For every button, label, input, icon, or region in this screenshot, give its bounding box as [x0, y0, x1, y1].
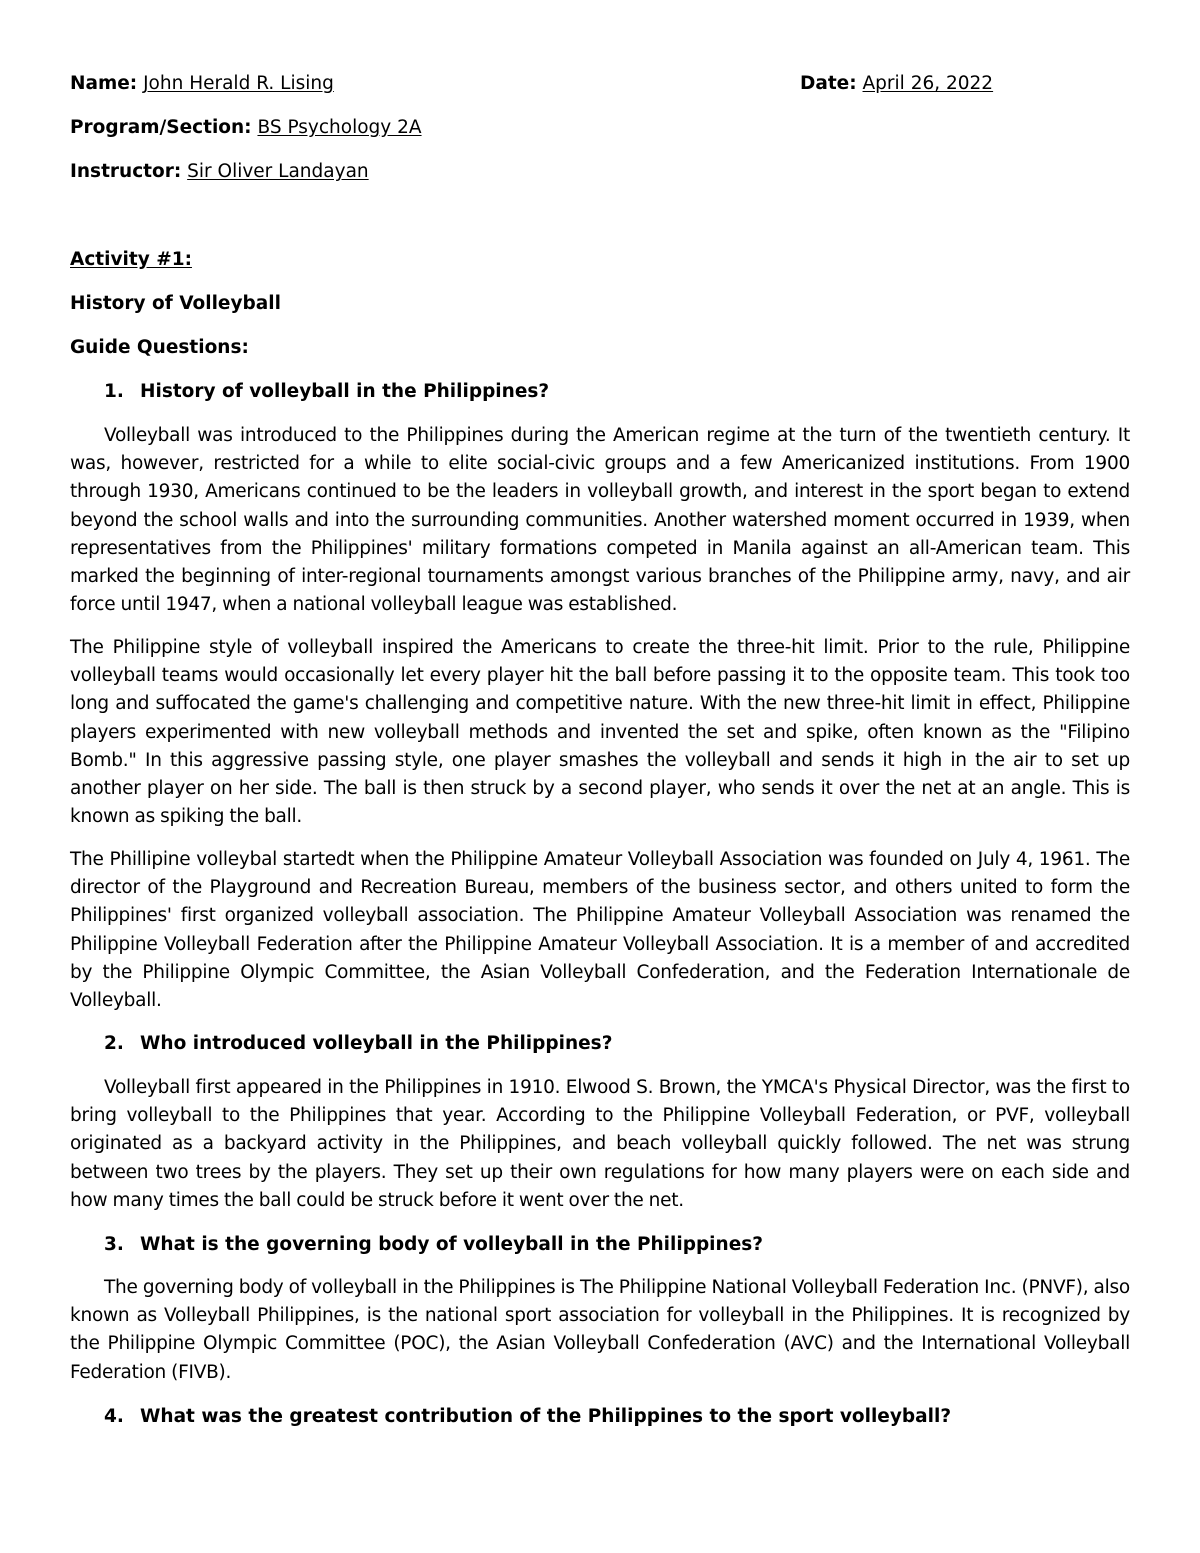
name-field	[70, 72, 334, 96]
answer-paragraph: The Philippine style of volleyball inspired the Americans to create the three-hit limit. Prior to the rule, Philippine volleyball teams would occasionally let every player hit the ball before passing it to the opposite team. This took too long and suffocated the game's challenging and competitive nature. With the new three-hit limit in effect, Philippine players experimented with new volleyball methods and invented the set and spike, often known as the "Filipino Bomb." In this aggressive passing style, one player smashes the volleyball and sends it high in the air to set up another player on her side. The ball is then struck by a second player, who sends it over the net at an angle. This is known as spiking the ball.	[70, 637, 1130, 828]
program-label: Program/Section:	[70, 117, 252, 138]
date-label: Date:	[800, 73, 857, 94]
question-text: What is the governing body of volleyball in the Philippines?	[140, 1234, 763, 1255]
question-number: 2.	[104, 1033, 124, 1054]
program-value: BS Psychology 2A	[257, 117, 422, 138]
date-value: April 26, 2022	[862, 73, 994, 94]
name-label: Name:	[70, 73, 138, 94]
activity-topic: History of Volleyball	[70, 293, 281, 314]
answer-paragraph: Volleyball was introduced to the Philippines during the American regime at the turn of the twentieth century. It was, however, restricted for a while to elite social-civic groups and a few Americanized institutions. From 1900 through 1930, Americans continued to be the leaders in volleyball growth, and interest in the sport began to extend beyond the school walls and into the surrounding communities. Another watershed moment occurred in 1939, when representatives from the Philippines' military formations competed in Manila against an all-American team. This marked the beginning of inter-regional tournaments amongst various branches of the Philippine army, navy, and air force until 1947, when a national volleyball league was established.	[70, 425, 1130, 616]
question-4-heading	[104, 1405, 951, 1429]
question-3-heading	[104, 1233, 763, 1257]
activity-title: Activity #1:	[70, 249, 192, 270]
question-1-heading	[104, 380, 549, 404]
date-field	[800, 72, 993, 96]
answer-paragraph: The governing body of volleyball in the Philippines is The Philippine National Volleyball Federation Inc. (PNVF), also known as Volleyball Philippines, is the national sport association for volleyball in the Philippines. It is recognized by the Philippine Olympic Committee (POC), the Asian Volleyball Confederation (AVC) and the International Volleyball Federation (FIVB).	[70, 1277, 1130, 1383]
question-text: History of volleyball in the Philippines?	[140, 381, 550, 402]
question-number: 1.	[104, 381, 124, 402]
program-field	[70, 116, 422, 140]
question-2-heading	[104, 1032, 612, 1056]
instructor-field	[70, 160, 369, 184]
question-number: 4.	[104, 1406, 124, 1427]
question-text: What was the greatest contribution of the Philippines to the sport volleyball?	[140, 1406, 952, 1427]
name-value: John Herald R. Lising	[143, 73, 334, 94]
guide-questions-label: Guide Questions:	[70, 337, 249, 358]
question-number: 3.	[104, 1234, 124, 1255]
answer-paragraph: The Phillipine volleybal startedt when the Philippine Amateur Volleyball Association was founded on July 4, 1961. The director of the Playground and Recreation Bureau, members of the business sector, and others united to form the Philippines' first organized volleyball association. The Philippine Amateur Volleyball Association was renamed the Philippine Volleyball Federation after the Philippine Amateur Volleyball Association. It is a member of and accredited by the Philippine Olympic Committee, the Asian Volleyball Confederation, and the Federation Internationale de Volleyball.	[70, 849, 1130, 1012]
answer-paragraph: Volleyball first appeared in the Philippines in 1910. Elwood S. Brown, the YMCA's Physical Director, was the first to bring volleyball to the Philippines that year. According to the Philippine Volleyball Federation, or PVF, volleyball originated as a backyard activity in the Philippines, and beach volleyball quickly followed. The net was strung between two trees by the players. They set up their own regulations for how many players were on each side and how many times the ball could be struck before it went over the net.	[70, 1077, 1130, 1211]
instructor-value: Sir Oliver Landayan	[187, 161, 369, 182]
question-text: Who introduced volleyball in the Philippines?	[140, 1033, 613, 1054]
instructor-label: Instructor:	[70, 161, 182, 182]
